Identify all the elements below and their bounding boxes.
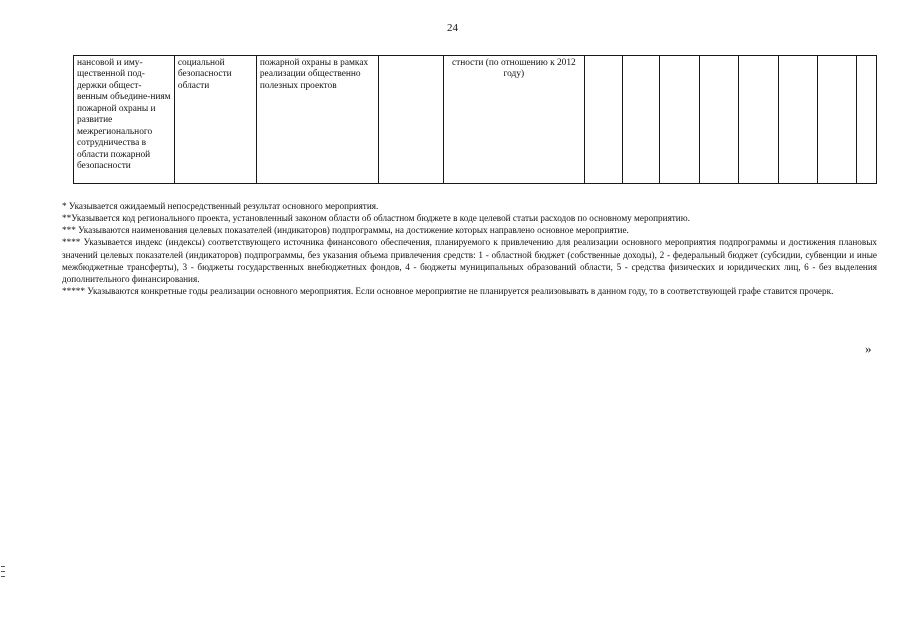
- cell-expected-result: пожарной охраны в рамках реализации общественно полезных проектов: [256, 56, 378, 184]
- footnote-5: ***** Указываются конкретные годы реализации основного мероприятия. Если основное мероприятие не планируется реализовывать в данном году, то в соответствующей графе ставится прочерк.: [62, 285, 834, 296]
- cell-source: [584, 56, 622, 184]
- cell-year: [818, 56, 857, 184]
- closing-quote: »: [865, 341, 872, 356]
- footnote-4: **** Указывается индекс (индексы) соответствующего источника финансового обеспечения, планируемого к привлечению для реализации основного мероприятия подпрограммы и достижения плановых значений целевых показателей (индикаторов) подпрограммы, без указания объема привлечения средств: 1 - областной бюджет (собственные доходы), 2 - федеральный бюджет (субсидии, субвенции и иные межбюджетные трансферты), 3 - бюджеты государственных внебюджетных фондов, 4 - бюджеты муниципальных образований области, 5 - средства физических и юридических лиц, 6 - без выделения дополнительного финансирования.: [62, 237, 877, 284]
- cell-year: [779, 56, 818, 184]
- cell-year: [622, 56, 660, 184]
- cell-project-code: [378, 56, 443, 184]
- page-number: 24: [447, 22, 458, 34]
- cell-year: [700, 56, 739, 184]
- table-row: [74, 56, 877, 184]
- footnotes: [62, 200, 877, 297]
- cell-year: [739, 56, 779, 184]
- footnote-1: * Указывается ожидаемый непосредственный результат основного мероприятия.: [62, 201, 379, 211]
- scan-edge-marks: [1, 566, 5, 581]
- measures-table: [73, 55, 877, 184]
- cell-year: [660, 56, 700, 184]
- scan-mark: [1, 576, 5, 577]
- cell-executor: социальной безопасности области: [174, 56, 256, 184]
- cell-year: [856, 56, 876, 184]
- footnote-2: **Указывается код регионального проекта, установленный законом области об областном бюджете в коде целевой статьи расходов по основному мероприятию.: [62, 213, 690, 224]
- scan-mark: [1, 566, 5, 567]
- cell-measure-name: нансовой и иму-щественной под-держки общест-венным объедине-ниям пожарной охраны и развитие межрегионального сотрудничества в области пожарной безопасности: [74, 56, 175, 184]
- scan-mark: [1, 571, 5, 572]
- cell-indicator: стности (по отношению к 2012 году): [443, 56, 584, 184]
- footnote-3: *** Указываются наименования целевых показателей (индикаторов) подпрограммы, на достижение которых направлено основное мероприятие.: [62, 225, 629, 236]
